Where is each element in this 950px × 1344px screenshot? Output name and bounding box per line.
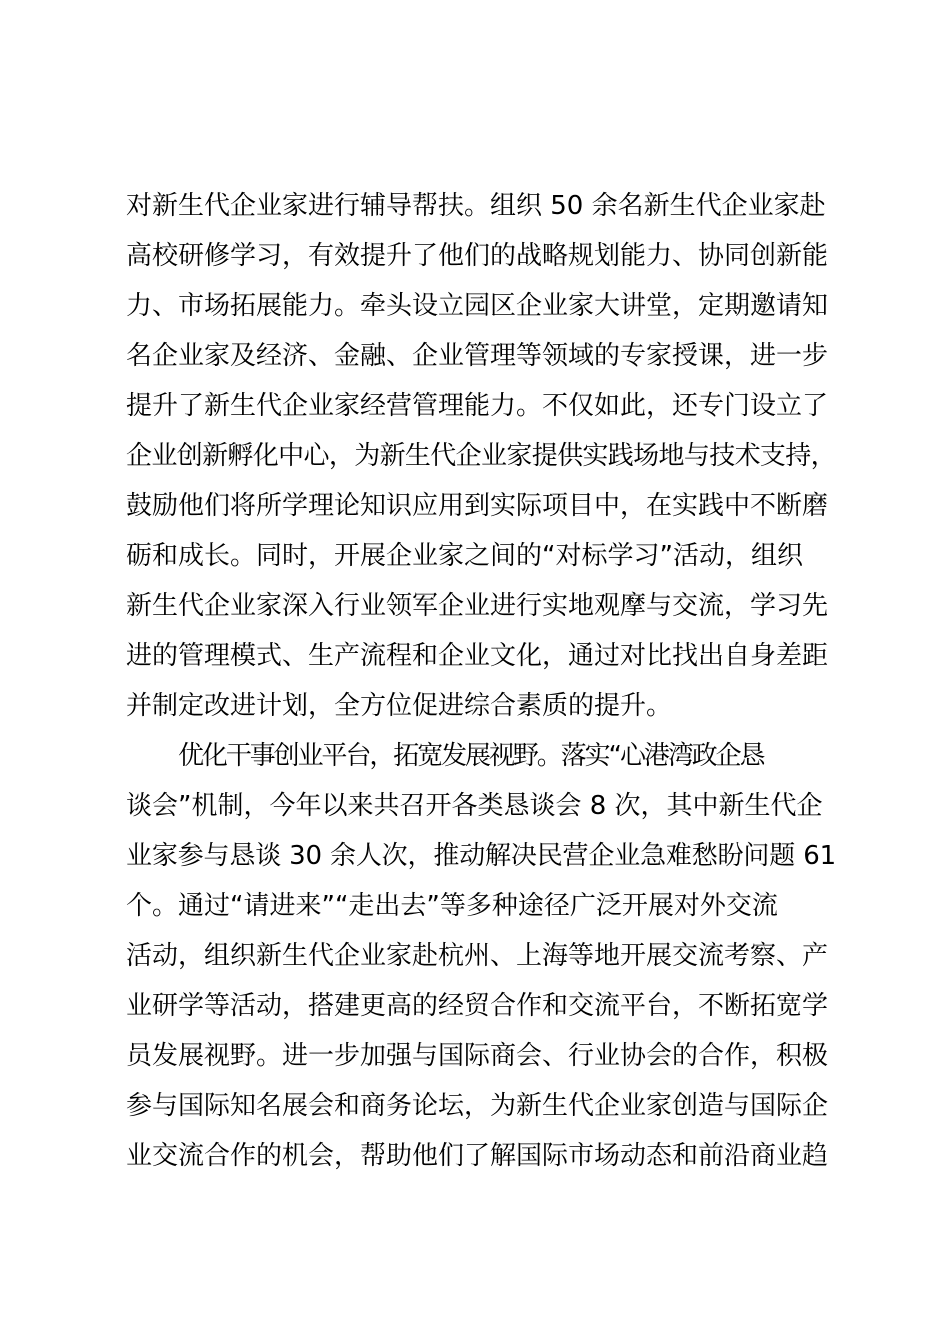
text-line: 名企业家及经济、金融、企业管理等领域的专家授课，进一步 — [126, 341, 829, 371]
text-line: 砺和成长。同时，开展企业家之间的“对标学习”活动，组织 — [126, 541, 803, 571]
text-line: 活动，组织新生代企业家赴杭州、上海等地开展交流考察、产 — [126, 941, 829, 971]
text-line: 对新生代企业家进行辅导帮扶。组织 50 余名新生代企业家赴 — [126, 191, 826, 221]
text-line: 业研学等活动，搭建更高的经贸合作和交流平台，不断拓宽学 — [126, 991, 829, 1021]
text-line: 新生代企业家深入行业领军企业进行实地观摩与交流，学习先 — [126, 591, 829, 621]
text-line: 高校研修学习，有效提升了他们的战略规划能力、协同创新能 — [126, 241, 829, 271]
text-line: 业家参与恳谈 30 余人次，推动解决民营企业急难愁盼问题 61 — [126, 841, 836, 871]
text-line: 参与国际知名展会和商务论坛，为新生代企业家创造与国际企 — [126, 1091, 829, 1121]
text-line: 力、市场拓展能力。牵头设立园区企业家大讲堂，定期邀请知 — [126, 291, 829, 321]
text-line: 提升了新生代企业家经营管理能力。不仅如此，还专门设立了 — [126, 391, 829, 421]
text-line: 业交流合作的机会，帮助他们了解国际市场动态和前沿商业趋 — [126, 1141, 829, 1171]
text-line: 个。通过“请进来”“走出去”等多种途径广泛开展对外交流 — [126, 891, 778, 921]
text-line: 进的管理模式、生产流程和企业文化，通过对比找出自身差距 — [126, 641, 829, 671]
text-line: 员发展视野。进一步加强与国际商会、行业协会的合作，积极 — [126, 1041, 829, 1071]
text-line: 并制定改进计划，全方位促进综合素质的提升。 — [126, 691, 673, 721]
text-line: 鼓励他们将所学理论知识应用到实际项目中，在实践中不断磨 — [126, 491, 829, 521]
text-line: 优化干事创业平台，拓宽发展视野。落实“心港湾政企恳 — [178, 741, 764, 771]
text-line: 谈会”机制，今年以来共召开各类恳谈会 8 次，其中新生代企 — [126, 791, 823, 821]
text-line: 企业创新孵化中心，为新生代企业家提供实践场地与技术支持， — [126, 441, 837, 471]
